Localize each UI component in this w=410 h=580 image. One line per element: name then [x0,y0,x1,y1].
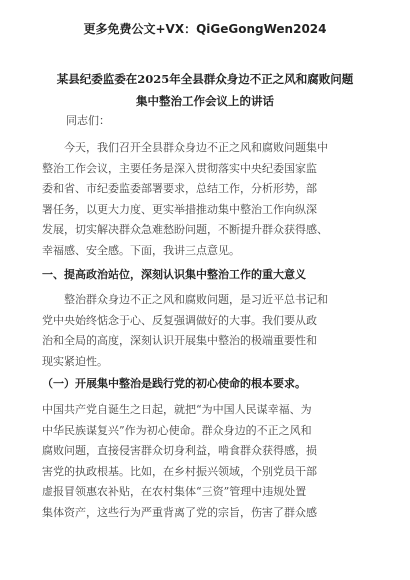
paragraph-line: 整治工作会议，主要任务是深入贯彻落实中央纪委国家监 [42,161,317,175]
paragraph-line: 集体资产，这些行为严重背离了党的宗旨，伤害了群众感 [42,505,317,519]
paragraph-line: 腐败问题，直接侵害群众切身利益，啃食群众获得感，损 [42,444,317,457]
paragraph-section-1 [42,290,368,372]
paragraph-line: 现实紧迫性。 [42,354,108,368]
title-line: 集中整治工作会议上的讲话 [136,94,274,108]
paragraph-line: 党中央始终惦念于心、反复强调做好的大事。我们要从政 [42,313,317,327]
paragraph-intro [42,138,368,261]
paragraph-line: 虚报冒领惠农补贴，在农村集体“三资”管理中违规处置 [42,485,307,498]
paragraph-line: 治和全局的高度，深刻认识开展集中整治的极端重要性和 [42,334,317,347]
paragraph-line: 幸福感、安全感。下面，我讲三点意见。 [42,243,240,257]
section-heading: 一、提高政治站位，深刻认识集中整治工作的重大意义 [42,268,306,281]
paragraph-subsection-1 [42,400,368,523]
paragraph-line: 发展，切实解决群众急难愁盼问题，不断提升群众获得感、 [42,223,328,236]
document-title [40,68,370,112]
paragraph-line: 署任务，以更大力度、更实举措推动集中整治工作向纵深 [42,202,317,216]
salutation: 同志们： [66,114,110,127]
paragraph-line: 委和省、市纪委监委部署要求，总结工作，分析形势，部 [42,182,317,195]
paragraph-line: 中华民族谋复兴”作为初心使命。群众身边的不正之风和 [42,423,312,437]
subsection-heading: （一）开展集中整治是践行党的初心使命的根本要求。 [42,377,306,390]
page-header: 更多免费公文+VX：QiGeGongWen2024 [83,22,327,36]
paragraph-line: 中国共产党自诞生之日起，就把“为中国人民谋幸福、为 [42,403,312,416]
title-line: 某县纪委监委在2025年全县群众身边不正之风和腐败问题 [56,72,354,86]
paragraph-line: 害党的执政根基。比如，在乡村振兴领域，个别党员干部 [42,464,317,478]
paragraph-line: 今天，我们召开全县群众身边不正之风和腐败问题集中 [64,141,328,154]
paragraph-line: 整治群众身边不正之风和腐败问题，是习近平总书记和 [64,293,328,306]
